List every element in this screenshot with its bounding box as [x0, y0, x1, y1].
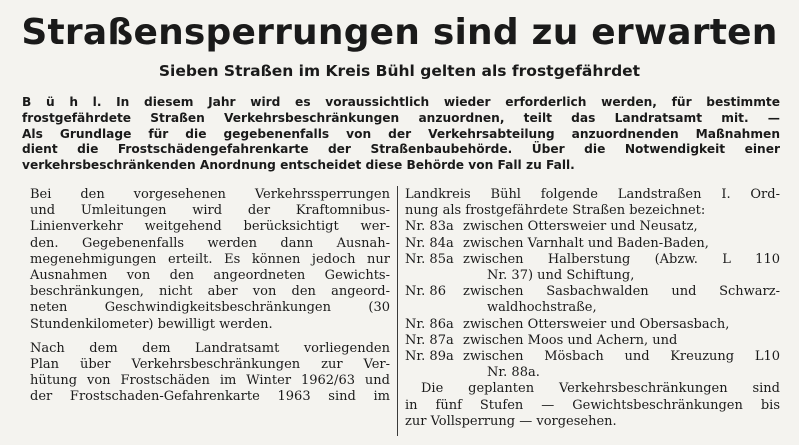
left-column: [30, 187, 390, 406]
text-line: Plan über Verkehrsbeschränkungen zur Ver-: [30, 357, 390, 373]
road-entry: [405, 284, 780, 316]
road-entry: [405, 349, 780, 381]
road-line: zwischen Ottersweier und Neusatz,: [463, 219, 698, 235]
right-column: [405, 187, 780, 430]
left-paragraph-1: [30, 187, 390, 333]
road-entry: [405, 219, 780, 235]
road-line: zwischen Moos und Achern, und: [463, 332, 678, 348]
article-subheadline: Sieben Straßen im Kreis Bühl gelten als frostgefährdet: [158, 62, 641, 80]
road-number: Nr. 87a: [405, 332, 454, 348]
text-line: Stundenkilometer) bewilligt werden.: [30, 316, 273, 332]
road-number: Nr. 89a: [405, 349, 454, 365]
lead-line: verkehrsbeschränkenden Anordnung entscheidet diese Behörde von Fall zu Fall.: [22, 158, 575, 173]
road-entry: [405, 333, 780, 349]
lead-line: B ü h l. In diesem Jahr wird es voraussichtlich wieder erforderlich werden, für bestimmte: [22, 95, 780, 109]
road-line: zwischen Mösbach und Kreuzung L10: [463, 349, 780, 365]
text-line: neten Geschwindigkeitsbeschränkungen (30: [30, 300, 390, 316]
road-description: [463, 333, 780, 349]
text-line: der Frostschaden-Gefahrenkarte 1963 sind im: [30, 389, 390, 405]
text-line: Nach dem dem Landratsamt vorliegenden: [30, 340, 390, 356]
text-line: Linienverkehr weitgehend berücksichtigt wer-: [30, 219, 390, 235]
road-description: [463, 349, 780, 381]
road-description: [463, 236, 780, 252]
text-line: nung als frostgefährdete Straßen bezeichnet:: [405, 203, 706, 219]
road-number: Nr. 86: [405, 284, 446, 300]
text-line: Bei den vorgesehenen Verkehrssperrungen: [30, 187, 390, 202]
left-paragraph-2: [30, 341, 390, 406]
road-number: Nr. 85a: [405, 251, 454, 267]
text-line: in fünf Stufen — Gewichtsbeschränkungen bis: [405, 397, 780, 413]
lead-line: frostgefährdete Straßen Verkehrsbeschränkungen anzuordnen, teilt das Landratsamt mit. —: [22, 110, 780, 125]
road-description: [463, 252, 780, 284]
text-line: und Umleitungen wird der Kraftomnibus-: [30, 203, 390, 219]
road-entry: [405, 236, 780, 252]
road-description: [463, 284, 780, 316]
column-divider: [397, 186, 398, 436]
road-entry: [405, 252, 780, 284]
road-line: zwischen Halberstung (Abzw. L 110: [463, 251, 780, 267]
road-line: zwischen Sasbachwalden und Schwarz-: [463, 284, 780, 300]
article-headline: Straßensperrungen sind zu erwarten: [21, 12, 778, 53]
lead-line: Als Grundlage für die gegebenenfalls von der Verkehrsabteilung anzuordnenden Maßnahmen: [22, 126, 780, 141]
road-number: Nr. 83a: [405, 219, 454, 235]
text-line: Landkreis Bühl folgende Landstraßen I. Ord-: [405, 187, 780, 202]
road-line: Nr. 37) und Schiftung,: [487, 268, 635, 284]
text-line: hütung von Frostschäden im Winter 1962/63 und: [30, 373, 390, 389]
road-number: Nr. 86a: [405, 316, 454, 332]
text-line: zur Vollsperrung — vorgesehen.: [405, 413, 617, 429]
road-number: Nr. 84a: [405, 235, 454, 251]
road-description: [463, 219, 780, 235]
road-line: Nr. 88a.: [487, 365, 540, 381]
article-lead: [22, 95, 780, 174]
road-line: zwischen Ottersweier und Obersasbach,: [463, 316, 730, 332]
text-line: Ausnahmen von den angeordneten Gewichts-: [30, 268, 390, 284]
text-line: den. Gegebenenfalls werden dann Ausnah-: [30, 235, 390, 251]
road-line: waldhochstraße,: [487, 300, 597, 316]
lead-line: dient die Frostschädengefahrenkarte der Straßenbaubehörde. Über die Notwendigkeit einer: [22, 142, 780, 157]
road-line: zwischen Varnhalt und Baden-Baden,: [463, 235, 709, 251]
road-entry: [405, 317, 780, 333]
text-line: Die geplanten Verkehrsbeschränkungen sind: [421, 381, 780, 397]
text-line: megenehmigungen erteilt. Es können jedoch nur: [30, 251, 390, 267]
text-line: beschränkungen, nicht aber von den angeord-: [30, 284, 390, 300]
paragraph-gap: [30, 333, 390, 341]
road-description: [463, 317, 780, 333]
